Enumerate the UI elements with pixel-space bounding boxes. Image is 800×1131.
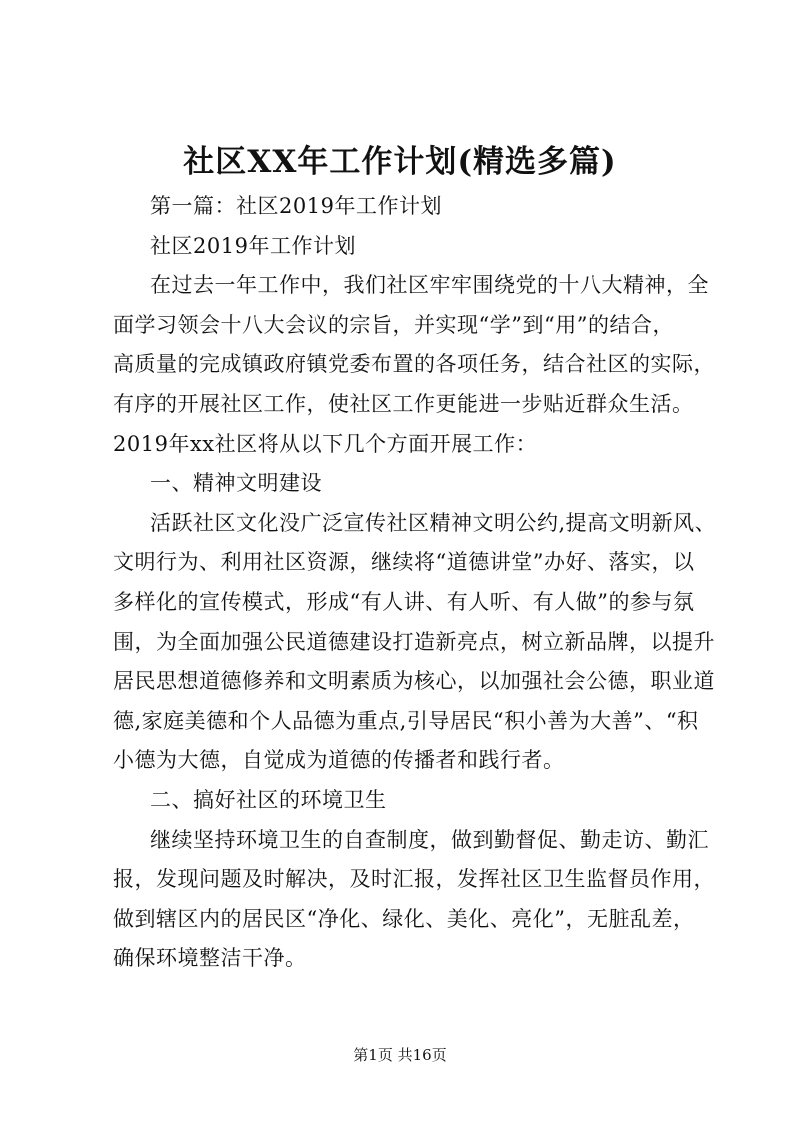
- body-line: 文明行为、利用社区资源，继续将“道德讲堂”办好、落实，以: [113, 550, 695, 575]
- body-line: 2019年xx社区将从以下几个方面开展工作：: [113, 431, 538, 456]
- body-line: 居民思想道德修养和文明素质为核心，以加强社会公德，职业道: [113, 669, 715, 694]
- body-line: 确保环境整洁干净。: [113, 946, 307, 971]
- document-title: 社区XX年工作计划(精选多篇): [183, 144, 617, 180]
- body-line: 第一篇：社区2019年工作计划: [150, 194, 442, 218]
- body-line: 多样化的宣传模式，形成“有人讲、有人听、有人做”的参与氛: [113, 589, 695, 614]
- body-line: 围，为全面加强公民道德建设打造新亮点，树立新品牌，以提升: [113, 629, 715, 654]
- body-line: 做到辖区内的居民区“净化、绿化、美化、亮化”，无脏乱差，: [113, 906, 695, 931]
- body-line: 有序的开展社区工作，使社区工作更能进一步贴近群众生活。: [113, 391, 694, 416]
- page-number-footer: 第1页 共16页: [353, 1046, 447, 1064]
- body-line: 社区2019年工作计划: [150, 233, 356, 258]
- body-line: 德,家庭美德和个人品德为重点,引导居民“积小善为大善”、“积: [113, 708, 699, 733]
- section-heading: 二、搞好社区的环境卫生: [150, 787, 387, 812]
- section-heading: 一、精神文明建设: [150, 471, 322, 496]
- body-line: 活跃社区文化没广泛宣传社区精神文明公约,提高文明新风、: [150, 510, 717, 535]
- body-line: 高质量的完成镇政府镇党委布置的各项任务，结合社区的实际，: [113, 352, 715, 377]
- body-line: 报，发现问题及时解决，及时汇报，发挥社区卫生监督员作用，: [113, 867, 715, 892]
- body-line: 面学习领会十八大会议的宗旨，并实现“学”到“用”的结合，: [113, 312, 674, 337]
- body-line: 小德为大德，自觉成为道德的传播者和践行者。: [113, 748, 565, 773]
- document-body: [113, 187, 717, 979]
- body-line: 在过去一年工作中，我们社区牢牢围绕党的十八大精神，全: [150, 273, 709, 298]
- body-line: 继续坚持环境卫生的自查制度，做到勤督促、勤走访、勤汇: [150, 827, 709, 852]
